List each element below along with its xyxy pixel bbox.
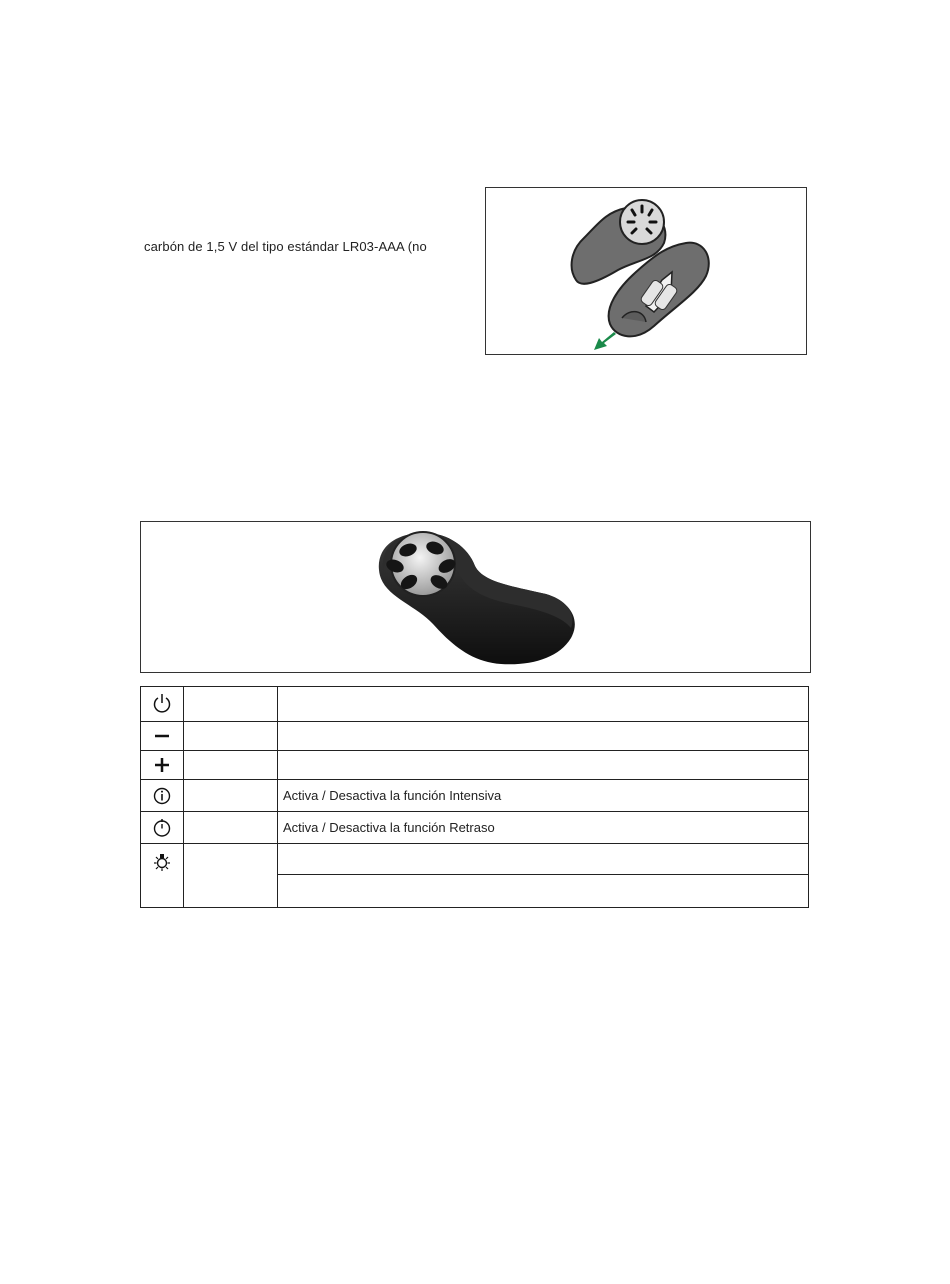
key-description [278, 751, 809, 780]
light-icon [141, 844, 184, 908]
key-description [278, 722, 809, 751]
remote-control-photo [140, 521, 811, 673]
key-name [184, 751, 278, 780]
key-name [184, 687, 278, 722]
key-description [278, 687, 809, 722]
plus-icon [141, 751, 184, 780]
minus-icon [141, 722, 184, 751]
key-name [184, 844, 278, 908]
info-icon [141, 780, 184, 812]
battery-instruction-text: carbón de 1,5 V del tipo estándar LR03-AAA (no [144, 239, 427, 254]
key-description [278, 844, 809, 875]
remote-keys-table [140, 686, 809, 908]
key-name [184, 812, 278, 844]
key-description-secondary [278, 875, 809, 908]
power-icon [141, 687, 184, 722]
table-row [141, 722, 809, 751]
clock-icon [141, 812, 184, 844]
table-row [141, 812, 809, 844]
table-row [141, 687, 809, 722]
key-description: Activa / Desactiva la función Retraso [278, 812, 809, 844]
slide-direction-arrow [594, 332, 616, 350]
table-row [141, 780, 809, 812]
battery-replacement-illustration [485, 187, 807, 355]
key-name [184, 780, 278, 812]
table-row [141, 751, 809, 780]
key-name [184, 722, 278, 751]
table-row [141, 844, 809, 875]
key-description: Activa / Desactiva la función Intensiva [278, 780, 809, 812]
